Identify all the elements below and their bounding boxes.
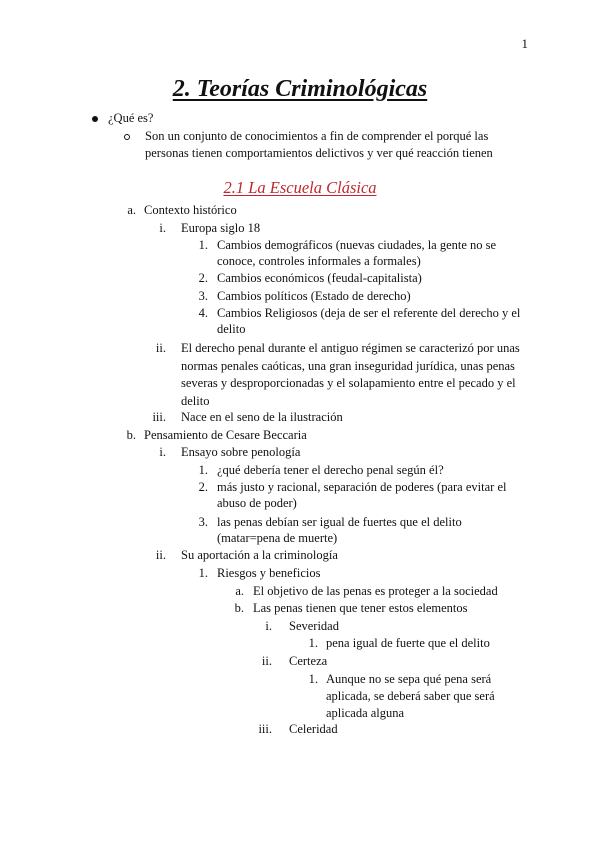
bullet-dot-icon — [92, 116, 98, 122]
outline-heading-severidad: Severidad — [289, 619, 339, 633]
list-item: Cambios Religiosos (deja de ser el referente del derecho y el delito — [217, 306, 521, 336]
outline-heading-ensayo: Ensayo sobre penología — [181, 445, 301, 459]
list-item: Nace en el seno de la ilustración — [181, 410, 343, 424]
outline-marker: iii. — [152, 410, 166, 424]
section-title-text: 2.1 La Escuela Clásica — [223, 178, 377, 197]
intro-question: ¿Qué es? — [108, 111, 154, 125]
outline-marker: 3. — [198, 515, 208, 529]
list-item: Las penas tienen que tener estos elementos — [253, 601, 468, 615]
outline-marker: ii. — [155, 548, 166, 562]
outline-heading-celeridad: Celeridad — [289, 722, 338, 736]
outline-marker: 1. — [308, 672, 318, 686]
list-item: más justo y racional, separación de poderes (para evitar el abuso de poder) — [217, 480, 507, 510]
outline-marker: i. — [265, 619, 272, 633]
list-item: El derecho penal durante el antiguo régimen se caracterizó por unas normas penales caóticas, una gran inseguridad jurídica, unas penas severas y desproporcionadas y el solapamiento entre el pecado y el delito — [181, 341, 520, 408]
outline-marker: 4. — [198, 306, 208, 320]
outline-marker: 2. — [198, 271, 208, 285]
page-title — [0, 74, 600, 104]
intro-answer: Son un conjunto de conocimientos a fin de comprender el porqué las personas tienen comportamientos delictivos y ver qué reacción tienen — [145, 129, 493, 160]
outline-marker: b. — [234, 601, 244, 615]
outline-marker: 1. — [198, 566, 208, 580]
outline-marker: a. — [235, 584, 244, 598]
outline-marker: i. — [159, 221, 166, 235]
list-item: las penas debían ser igual de fuertes que el delito (matar=pena de muerte) — [217, 515, 462, 545]
outline-marker: ii. — [155, 341, 166, 355]
list-item: pena igual de fuerte que el delito — [326, 636, 490, 650]
outline-marker: 1. — [198, 463, 208, 477]
outline-marker: a. — [127, 203, 136, 217]
outline-marker: 1. — [198, 238, 208, 252]
outline-heading-aportacion: Su aportación a la criminología — [181, 548, 338, 562]
list-item: El objetivo de las penas es proteger a la sociedad — [253, 584, 498, 598]
outline-marker: iii. — [258, 722, 272, 736]
list-item: Aunque no se sepa qué pena será aplicada, se deberá saber que será aplicada alguna — [326, 672, 495, 720]
outline-heading-beccaria: Pensamiento de Cesare Beccaria — [144, 428, 307, 442]
bullet-circle-icon — [124, 134, 130, 140]
outline-marker: 2. — [198, 480, 208, 494]
list-item: Cambios económicos (feudal-capitalista) — [217, 271, 422, 285]
outline-marker: b. — [126, 428, 136, 442]
list-item: Cambios políticos (Estado de derecho) — [217, 289, 411, 303]
outline-marker: 3. — [198, 289, 208, 303]
list-item: Cambios demográficos (nuevas ciudades, la gente no se conoce, controles informales a formales) — [217, 238, 497, 268]
outline-heading-riesgos: Riesgos y beneficios — [217, 566, 321, 580]
list-item: ¿qué debería tener el derecho penal según él? — [217, 463, 444, 477]
section-title — [0, 178, 600, 198]
outline-marker: i. — [159, 445, 166, 459]
outline-heading-certeza: Certeza — [289, 654, 328, 668]
outline-heading-europa: Europa siglo 18 — [181, 221, 261, 235]
outline-marker: ii. — [261, 654, 272, 668]
page-number: 1 — [521, 36, 528, 51]
outline-heading-contexto: Contexto histórico — [144, 203, 237, 217]
outline-marker: 1. — [308, 636, 318, 650]
page-title-text: 2. Teorías Criminológicas — [172, 76, 428, 102]
